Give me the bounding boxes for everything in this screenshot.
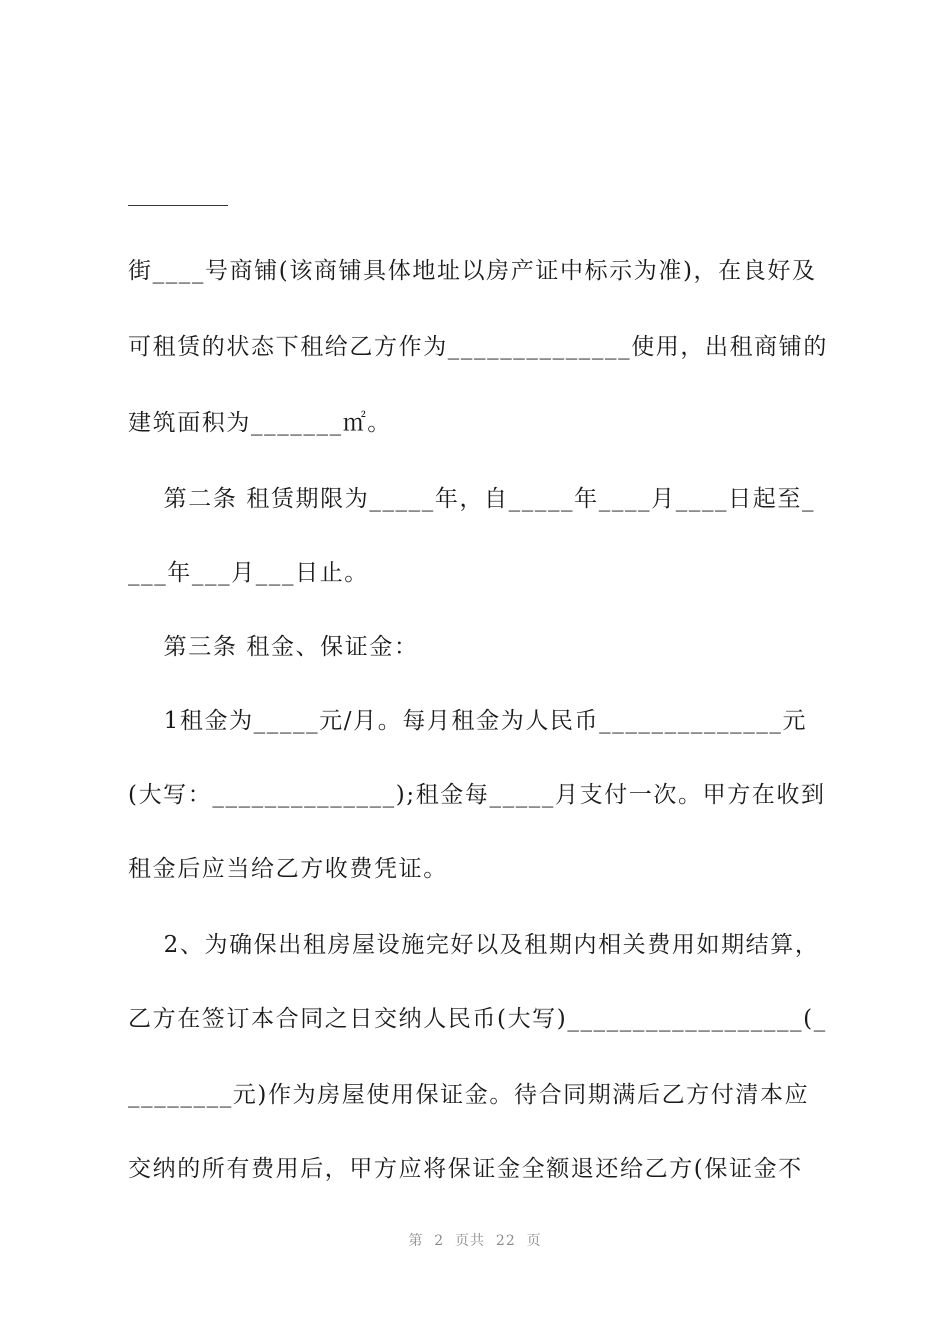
text-line: 第二条 租赁期限为_____年，自_____年____月____日起至_ [128, 486, 816, 512]
text-line: 第三条 租金、保证金： [128, 634, 419, 660]
text-line: 建筑面积为_______㎡。 [128, 410, 392, 436]
text-line: 1租金为_____元/月。每月租金为人民币______________元 [128, 708, 808, 734]
text-line: ________元)作为房屋使用保证金。待合同期满后乙方付清本应 [128, 1082, 810, 1108]
text-line: 交纳的所有费用后，甲方应将保证金全额退还给乙方(保证金不 [128, 1156, 803, 1182]
text-line: 2、为确保出租房屋设施完好以及租期内相关费用如期结算， [128, 932, 820, 958]
top-underline [128, 205, 228, 206]
page-number-footer: 第 2 页共 22 页 [408, 1233, 542, 1249]
text-line: 可租赁的状态下租给乙方作为______________使用，出租商铺的 [128, 334, 828, 360]
text-line: 租金后应当给乙方收费凭证。 [128, 856, 448, 882]
text-line: 乙方在签订本合同之日交纳人民币(大写)__________________(_ [128, 1006, 827, 1032]
text-line: (大写：______________);租金每_____月支付一次。甲方在收到 [128, 782, 826, 808]
text-line: 街____号商铺(该商铺具体地址以房产证中标示为准)，在良好及 [128, 258, 817, 284]
text-line: ___年___月___日止。 [128, 560, 369, 586]
